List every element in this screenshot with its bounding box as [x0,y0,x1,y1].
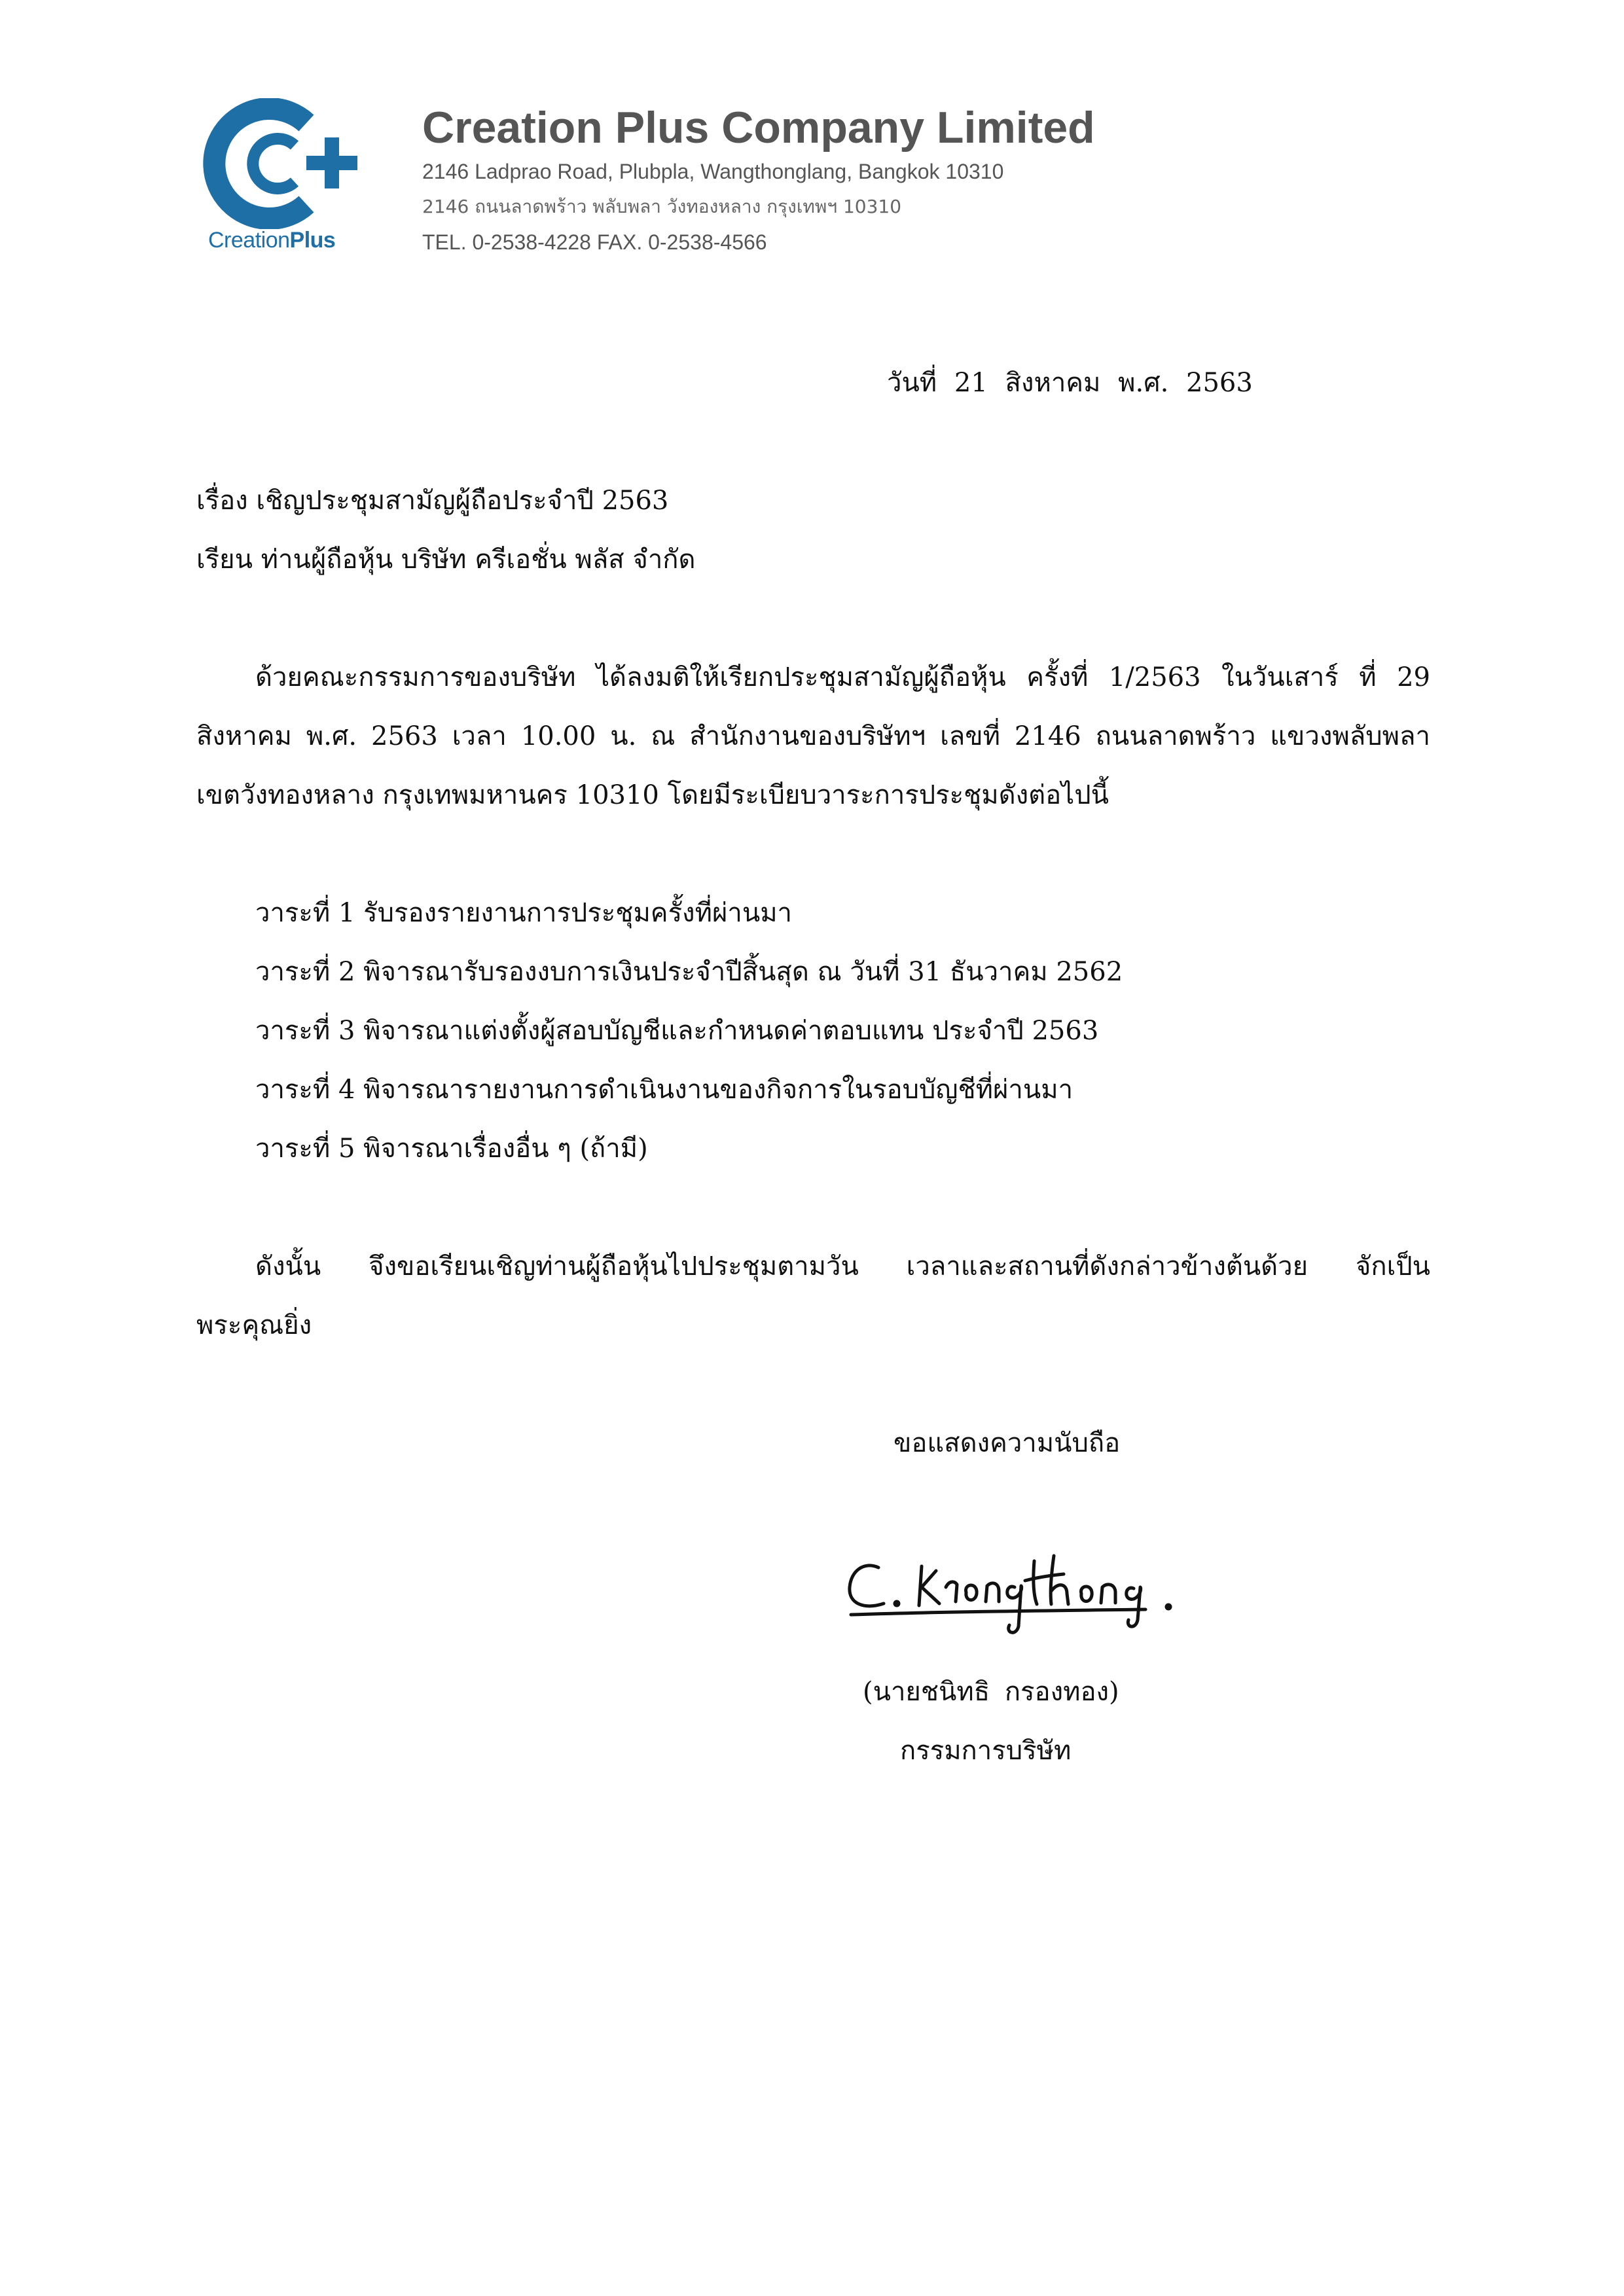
agenda-item: วาระที่ 5 พิจารณาเรื่องอื่น ๆ (ถ้ามี) [255,1134,648,1164]
agenda-item: วาระที่ 1 รับรองรายงานการประชุมครั้งที่ผ่านมา [255,898,793,928]
c-plus-logo-mark [196,98,367,229]
company-header [422,101,1095,260]
signer-name: (นายชนิทธิ กรองทอง) [863,1677,1119,1707]
company-contact: TEL. 0-2538-4228 FAX. 0-2538-4566 [422,230,767,254]
agenda-item: วาระที่ 2 พิจารณารับรองงบการเงินประจำปีสิ้นสุด ณ วันที่ 31 ธันวาคม 2562 [255,957,1123,987]
paragraph1-line: เขตวังทองหลาง กรุงเทพมหานคร 10310 โดยมีระเบียบวาระการประชุมดังต่อไปนี้ [196,780,1110,810]
agenda-item: วาระที่ 3 พิจารณาแต่งตั้งผู้สอบบัญชีและกำหนดค่าตอบแทน ประจำปี 2563 [255,1016,1099,1046]
letter-recipient: เรียน ท่านผู้ถือหุ้น บริษัท ครีเอชั่น พลัส จำกัด [196,545,696,575]
paragraph2-line: ดังนั้น จึงขอเรียนเชิญท่านผู้ถือหุ้นไปประชุมตามวัน เวลาและสถานที่ดังกล่าวข้างต้นด้วย จักเป็น [255,1251,1430,1282]
company-name: Creation Plus Company Limited [422,103,1095,152]
company-address-th: 2146 ถนนลาดพร้าว พลับพลา วังทองหลาง กรุงเทพฯ 10310 [422,196,902,217]
logo-wordmark: CreationPlus [208,228,336,253]
company-logo [196,98,367,262]
signer-title: กรรมการบริษัท [900,1736,1072,1766]
agenda-item: วาระที่ 4 พิจารณารายงานการดำเนินงานของกิจการในรอบบัญชีที่ผ่านมา [255,1075,1074,1105]
letter-date: วันที่ 21 สิงหาคม พ.ศ. 2563 [887,368,1253,398]
letter-subject: เรื่อง เชิญประชุมสามัญผู้ถือประจำปี 2563 [196,486,669,516]
paragraph2-line: พระคุณยิ่ง [196,1310,312,1340]
handwritten-signature [838,1541,1178,1646]
paragraph1-line: สิงหาคม พ.ศ. 2563 เวลา 10.00 น. ณ สำนักงานของบริษัทฯ เลขที่ 2146 ถนนลาดพร้าว แขวงพลับพลา [196,721,1430,751]
paragraph1-line: ด้วยคณะกรรมการของบริษัท ได้ลงมติให้เรียกประชุมสามัญผู้ถือหุ้น ครั้งที่ 1/2563 ในวันเสาร์ ที่ 29 [255,662,1430,692]
company-address-en: 2146 Ladprao Road, Plubpla, Wangthonglang, Bangkok 10310 [422,160,1004,183]
closing-phrase: ขอแสดงความนับถือ [893,1428,1121,1458]
